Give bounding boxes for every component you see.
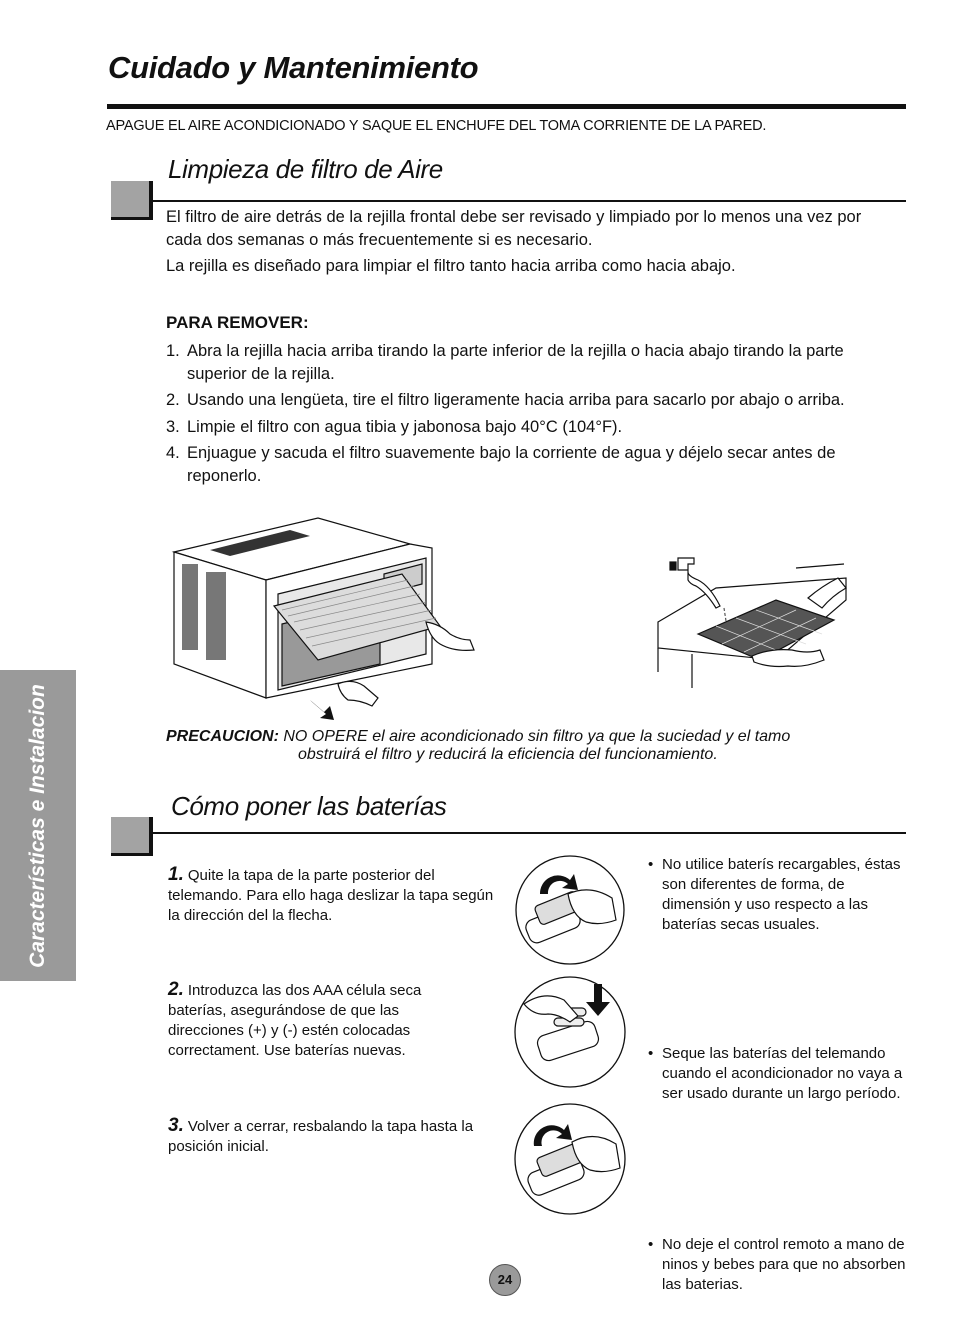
section-marker-filter (111, 181, 153, 220)
battery-step-2 (168, 980, 468, 1061)
title-rule (107, 104, 906, 109)
step-text: Limpie el filtro con agua tibia y jabonosa bajo 40°C (104°F). (187, 417, 623, 436)
step-text: Enjuague y sacuda el filtro suavemente bajo la corriente de agua y déjelo secar antes de reponerlo. (187, 444, 836, 485)
page-number: 24 (489, 1264, 521, 1296)
list-item (166, 389, 884, 412)
insert-batteries-illustration (514, 974, 626, 1090)
step-number: 1. (168, 864, 184, 885)
step-text: Volver a cerrar, resbalando la tapa hasta la posición inicial. (168, 1118, 474, 1155)
note-text: No deje el control remoto a mano de ninos y bebes para que no absorben las baterias. (662, 1236, 906, 1293)
page-title: Cuidado y Mantenimiento (108, 50, 479, 85)
step-number: 2. (168, 979, 184, 1000)
bullet: • (648, 1236, 654, 1253)
side-chapter-tab (0, 670, 76, 981)
section-marker-batteries (111, 817, 153, 856)
caution-line-1: NO OPERE el aire acondicionado sin filtro ya que la suciedad y el tamo (283, 728, 791, 745)
section-rule-filter (153, 200, 906, 202)
bullet: • (648, 856, 654, 873)
step-text: Quite la tapa de la parte posterior del telemando. Para ello haga deslizar la tapa según la dirección del la flecha. (168, 867, 494, 924)
battery-note-1 (648, 855, 912, 935)
section-title-filter: Limpieza de filtro de Aire (168, 154, 443, 184)
step-number: 3. (168, 1115, 184, 1136)
list-item (166, 340, 884, 385)
step-text: Usando una lengüeta, tire el filtro ligeramente hacia arriba para sacarlo por abajo o arriba. (187, 391, 845, 409)
note-text: No utilice baterís recargables, éstas son diferentes de forma, de dimensión y uso respecto a las baterías secas usuales. (662, 856, 901, 933)
battery-step-1 (168, 865, 498, 926)
filter-paragraph-1: El filtro de aire detrás de la rejilla frontal debe ser revisado y limpiado por lo menos una vez por cada dos semanas o más frecuentemente si es necesario. (166, 208, 862, 249)
list-item (166, 416, 884, 439)
caution-label: PRECAUCION: (166, 728, 279, 745)
caution-line-2: obstruirá el filtro y reducirá la eficiencia del funcionamiento. (298, 746, 718, 763)
bullet: • (648, 1045, 654, 1062)
caution-note (166, 728, 906, 764)
battery-step-3 (168, 1116, 498, 1157)
filter-paragraph-2: La rejilla es diseñado para limpiar el filtro tanto hacia arriba como hacia abajo. (166, 257, 736, 275)
battery-note-2 (648, 1044, 912, 1104)
step-number: 3. (166, 417, 180, 436)
remove-heading: PARA REMOVER: (166, 313, 309, 332)
air-conditioner-illustration (170, 514, 475, 720)
filter-washing-illustration (656, 548, 848, 692)
step-number: 2. (166, 391, 180, 409)
side-chapter-tab-label: Características e Instalacion (26, 683, 49, 968)
safety-warning: APAGUE EL AIRE ACONDICIONADO Y SAQUE EL ENCHUFE DEL TOMA CORRIENTE DE LA PARED. (106, 118, 767, 134)
remove-steps-list (166, 340, 884, 491)
section-title-batteries: Cómo poner las baterías (171, 791, 447, 821)
step-text: Abra la rejilla hacia arriba tirando la parte inferior de la rejilla o hacia abajo tirando la parte superior de la rejilla. (187, 342, 844, 383)
list-item (166, 442, 884, 487)
step-text: Introduzca las dos AAA célula seca baterías, asegurándose de que las direcciones (+) y (-) estén colocadas correctament. Use baterías nuevas. (168, 982, 422, 1059)
remove-cover-illustration (514, 854, 626, 966)
close-cover-illustration (514, 1102, 626, 1216)
section-rule-batteries (153, 832, 906, 834)
step-number: 1. (166, 342, 180, 360)
battery-note-3 (648, 1235, 912, 1295)
step-number: 4. (166, 444, 180, 462)
note-text: Seque las baterías del telemando cuando el acondicionador no vaya a ser usado durante un largo período. (662, 1045, 903, 1102)
